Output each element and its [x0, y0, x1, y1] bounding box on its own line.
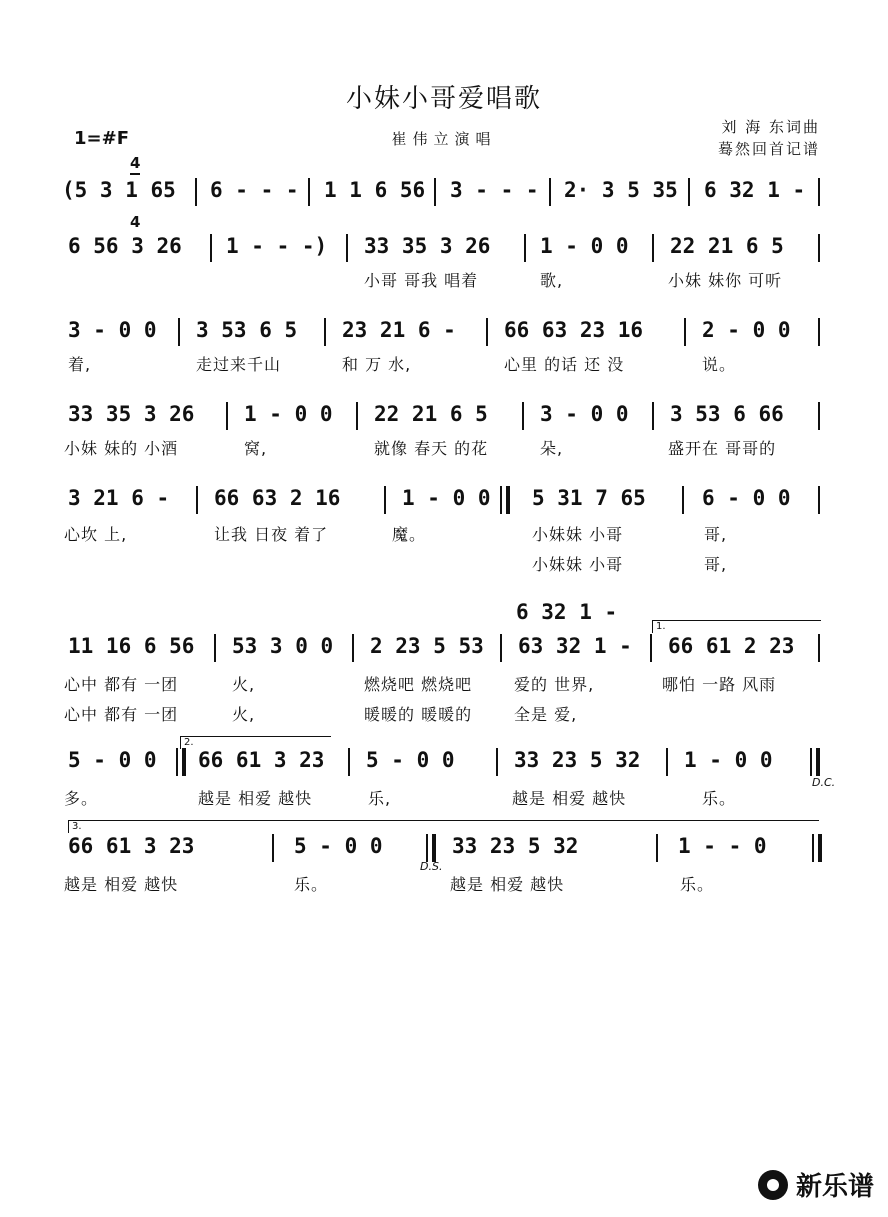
lyric: 和 万 水,	[342, 355, 412, 374]
measure: 66 63 23 16	[504, 318, 644, 342]
dc-marking: D.C.	[812, 776, 836, 789]
score-row-8	[62, 834, 832, 874]
volta-label: 2.	[184, 737, 194, 748]
measure: 6 32 1 -	[704, 178, 806, 202]
lyric-line	[62, 522, 832, 546]
measure: 53 3 0 0	[232, 634, 334, 658]
ossia-measure: 6 32 1 -	[516, 600, 618, 624]
credit-lyricist-composer: 刘 海 东词曲	[721, 118, 820, 136]
measure: (5 3 1 65	[62, 178, 176, 202]
barline	[818, 486, 820, 514]
barline	[178, 318, 180, 346]
lyric-line-2	[62, 552, 832, 576]
lyric: 火,	[232, 705, 256, 724]
barline	[666, 748, 668, 776]
lyric: 哪怕 一路 风雨	[662, 675, 777, 694]
lyric: 火,	[232, 675, 256, 694]
lyric: 乐。	[294, 875, 329, 894]
barline	[226, 402, 228, 430]
lyric-line	[62, 268, 832, 292]
lyric: 朵,	[540, 439, 564, 458]
lyric-line	[62, 352, 832, 376]
barline	[500, 634, 502, 662]
measure: 11 16 6 56	[68, 634, 195, 658]
lyric: 哥,	[704, 525, 728, 544]
site-logo[interactable]	[758, 1166, 874, 1203]
lyric: 小妹妹 小哥	[532, 525, 624, 544]
measure: 5 - 0 0	[366, 748, 455, 772]
barline	[195, 178, 197, 206]
barline	[650, 634, 652, 662]
logo-text: 新乐谱	[795, 1172, 874, 1202]
key-signature: 1=#F	[74, 128, 129, 149]
final-barline	[812, 834, 814, 862]
repeat-start-barline	[500, 486, 502, 514]
lyric: 窝,	[244, 439, 268, 458]
barline	[522, 402, 524, 430]
measure: 3 21 6 -	[68, 486, 170, 510]
lyric-line	[62, 872, 832, 896]
measure: 1 1 6 56	[324, 178, 426, 202]
volta-label: 3.	[72, 821, 82, 832]
time-signature-bottom: 4	[130, 213, 141, 231]
lyric: 乐。	[680, 875, 715, 894]
barline	[324, 318, 326, 346]
barline	[818, 634, 820, 662]
lyric: 小妹妹 小哥	[532, 555, 624, 574]
measure: 3 - 0 0	[68, 318, 157, 342]
barline	[656, 834, 658, 862]
ds-marking: D.S.	[420, 860, 443, 873]
lyric: 歌,	[540, 271, 564, 290]
lyric: 乐。	[702, 789, 737, 808]
lyric: 让我 日夜 着了	[214, 525, 329, 544]
lyric: 小哥 哥我 唱着	[364, 271, 479, 290]
lyric-line-2	[62, 702, 832, 726]
performer: 崔伟立演唱	[391, 130, 497, 148]
lyric: 爱的 世界,	[514, 675, 595, 694]
measure: 5 - 0 0	[294, 834, 383, 858]
lyric: 燃烧吧 燃烧吧	[364, 675, 473, 694]
lyric: 着,	[68, 355, 92, 374]
measure: 6 56 3 26	[68, 234, 182, 258]
barline	[356, 402, 358, 430]
barline	[348, 748, 350, 776]
score-row-7	[62, 748, 832, 788]
lyric: 越是 相爱 越快	[450, 875, 565, 894]
lyric: 心中 都有 一团	[64, 705, 179, 724]
barline	[524, 234, 526, 262]
lyric: 多。	[64, 789, 99, 808]
barline	[210, 234, 212, 262]
volta-label: 1.	[656, 621, 666, 632]
vinyl-record-icon	[758, 1170, 788, 1200]
measure: 33 35 3 26	[68, 402, 195, 426]
measure: 22 21 6 5	[670, 234, 784, 258]
measure: 33 35 3 26	[364, 234, 491, 258]
barline	[486, 318, 488, 346]
measure: 6 - - -	[210, 178, 299, 202]
volta-bracket	[652, 620, 821, 633]
lyric: 就像 春天 的花	[374, 439, 489, 458]
lyric: 心里 的话 还 没	[504, 355, 625, 374]
barline	[818, 234, 820, 262]
lyric-line	[62, 436, 832, 460]
barline	[549, 178, 551, 206]
lyric: 盛开在 哥哥的	[668, 439, 777, 458]
lyric: 小妹 妹你 可听	[668, 271, 783, 290]
lyric: 越是 相爱 越快	[64, 875, 179, 894]
barline	[818, 178, 820, 206]
barline	[818, 318, 820, 346]
measure: 5 - 0 0	[68, 748, 157, 772]
lyric: 心中 都有 一团	[64, 675, 179, 694]
measure: 1 - - 0	[678, 834, 767, 858]
lyric: 暖暖的 暖暖的	[364, 705, 473, 724]
lyric: 走过来千山	[196, 355, 282, 374]
lyric: 全是 爱,	[514, 705, 578, 724]
barline	[652, 402, 654, 430]
measure: 1 - 0 0	[402, 486, 491, 510]
measure: 66 61 3 23	[198, 748, 325, 772]
barline	[652, 234, 654, 262]
measure: 6 - 0 0	[702, 486, 791, 510]
measure: 1 - 0 0	[684, 748, 773, 772]
song-title: 小妹小哥爱唱歌	[345, 84, 542, 114]
measure: 3 - - -	[450, 178, 539, 202]
measure: 22 21 6 5	[374, 402, 488, 426]
measure: 3 53 6 5	[196, 318, 298, 342]
barline	[272, 834, 274, 862]
measure: 33 23 5 32	[514, 748, 641, 772]
score-row-5	[62, 486, 832, 526]
measure: 2 - 0 0	[702, 318, 791, 342]
lyric: 魔。	[392, 525, 427, 544]
lyric: 乐,	[368, 789, 392, 808]
barline	[434, 178, 436, 206]
lyric-line	[62, 786, 832, 810]
measure: 66 63 2 16	[214, 486, 341, 510]
measure: 66 61 3 23	[68, 834, 195, 858]
barline	[688, 178, 690, 206]
double-barline	[426, 834, 428, 862]
final-barline	[810, 748, 812, 776]
lyric: 小妹 妹的 小酒	[64, 439, 179, 458]
barline	[352, 634, 354, 662]
barline	[682, 486, 684, 514]
measure: 66 61 2 23	[668, 634, 795, 658]
barline	[496, 748, 498, 776]
repeat-end-barline	[176, 748, 178, 776]
barline	[308, 178, 310, 206]
measure: 5 31 7 65	[532, 486, 646, 510]
barline	[684, 318, 686, 346]
barline	[196, 486, 198, 514]
score-row-1	[62, 178, 832, 218]
barline	[346, 234, 348, 262]
measure: 3 - 0 0	[540, 402, 629, 426]
measure: 2 23 5 53	[370, 634, 484, 658]
lyric-line	[62, 672, 832, 696]
measure: 1 - 0 0	[244, 402, 333, 426]
measure: 1 - 0 0	[540, 234, 629, 258]
measure: 23 21 6 -	[342, 318, 456, 342]
lyric: 哥,	[704, 555, 728, 574]
time-signature-top: 4	[130, 154, 140, 175]
score-row-6	[62, 634, 832, 674]
measure: 2· 3 5 35	[564, 178, 678, 202]
measure: 33 23 5 32	[452, 834, 579, 858]
barline	[384, 486, 386, 514]
lyric: 越是 相爱 越快	[512, 789, 627, 808]
volta-bracket	[68, 820, 819, 833]
barline	[214, 634, 216, 662]
lyric: 心坎 上,	[64, 525, 128, 544]
lyric: 说。	[702, 355, 737, 374]
barline	[818, 402, 820, 430]
credit-transcriber: 蓦然回首记谱	[717, 140, 820, 158]
lyric: 越是 相爱 越快	[198, 789, 313, 808]
measure: 63 32 1 -	[518, 634, 632, 658]
measure: 1 - - -)	[226, 234, 328, 258]
measure: 3 53 6 66	[670, 402, 784, 426]
